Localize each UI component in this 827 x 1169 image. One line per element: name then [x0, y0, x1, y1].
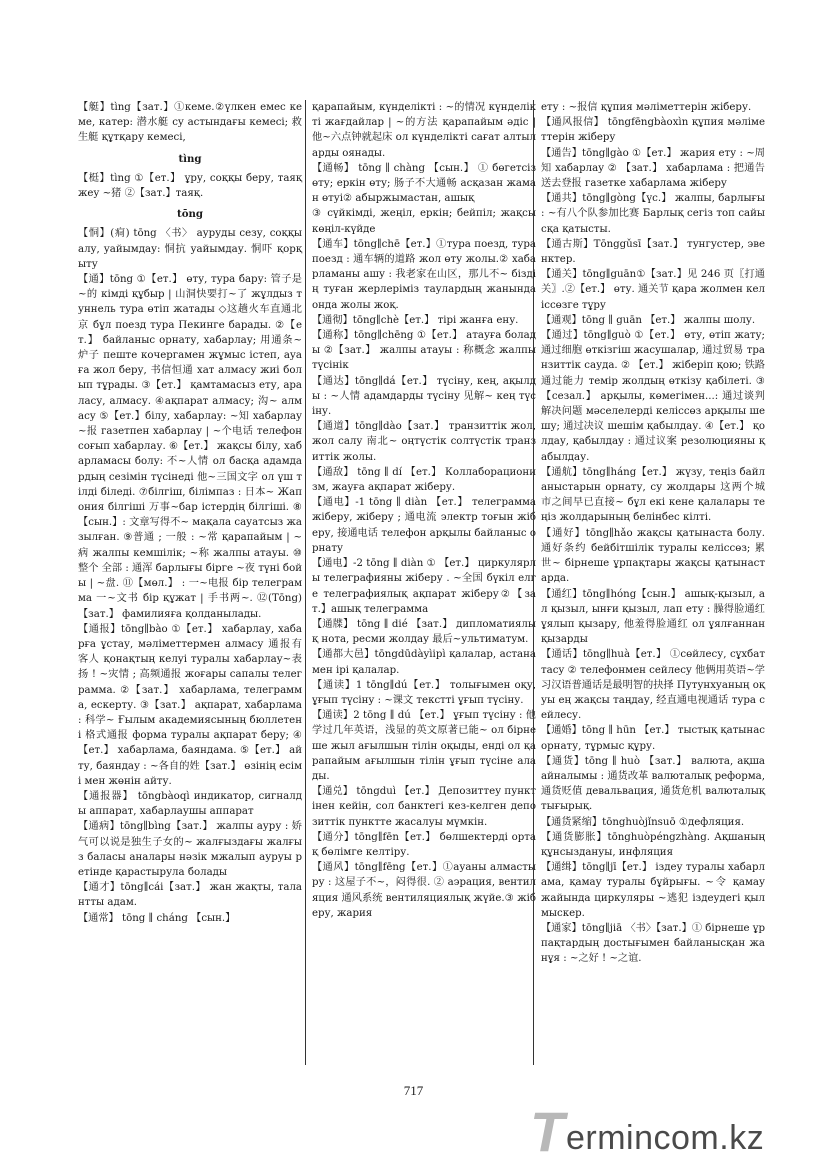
section-heading: tōng	[176, 208, 204, 221]
logo-text: ermincom.kz	[566, 1119, 765, 1157]
dictionary-entry: 【通彻】tōng∥chè【ет.】 тірі жанға ену.	[312, 314, 519, 326]
dictionary-entry: 【通报】tōng∥bào ①【ет.】 хабарлау, хабарға ұстау, мәліметтермен алмасу 通报有客人 қонақтың келуі туралы хабарлау~表扬 ! ~灾情 ; 高频通报 жоғары сапалы телеграмма. ②【зат.】 хабарлама, телеграмма, ескерту. ③【зат.】 ақпарат, хабарлама : 科学~ Ғылым академиясының бюллетені 格式通报 форма туралы ақпарат беру; ④【ет.】 хабарлама, баяндама. ⑤【ет.】 айту, баяндау : ~各自的姓【зат.】 өзінің есімі мен жөнін айту.	[78, 623, 302, 787]
dictionary-entry: 【通风】tōng∥fēng【ет.】①ауаны алмастыру : 这屋子不~，闷得很. ② аэрация, вентиляция 通风系统 вентиляциялық жүйе.③ жіберу, жария	[312, 862, 536, 919]
column-divider	[305, 100, 306, 1065]
dictionary-entry: 【通电】-2 tōng ∥ diàn ① 【ет.】 циркулярлы телеграфияны жіберу . ~全国 бүкіл елге телеграфиялық ақпарат жіберу②【зат.】ашық телеграмма	[312, 558, 536, 615]
dictionary-entry: 【梃】tìng ①【ет.】 ұру, соққы беру, таяқ жеу ~猪 ②【зат.】таяқ.	[78, 172, 302, 200]
dictionary-entry: 【通货】tōng ∥ huò 【зат.】 валюта, ақша айналымы : 通货改革 валюталық реформа, 通货贬值 девальвация, 通货危机 валюталық тығырық.	[541, 755, 765, 813]
dictionary-entry: 【通货膨胀】tōnghuòpéngzhàng. Ақшаның құнсыздануы, инфляция	[541, 831, 765, 858]
dictionary-entry: 【通常】 tōng ∥ cháng 【сын.】	[78, 912, 236, 924]
dictionary-entry: 【艇】tìng【зат.】①кеме.②үлкен емес кеме, катер: 潜水艇 су астындағы кемесі; 救生艇 құтқару кемесі,	[78, 102, 302, 144]
dictionary-entry: 【通道】tōng∥dào【зат.】 транзиттік жол, жол салу 南北~ оңтүстік солтүстік транзиттік жолы.	[312, 421, 536, 463]
dictionary-entry: 【通过】tōng∥guò ①【ет.】 өту, өтіп жату; 通过细胞 өткізгіш жасушалар, 通过贸易 транзиттік сауда. ② 【ет.】 жіберіп қою; 铁路通过能力 темір жолдың өткізу қабілеті. ③【сезал.】 арқылы, көмегімен...: 通过谈判解决问题 мәселелерді келіссөз арқылы шешу; 通过决议 шешім қабылдау. ④【ет.】 қолдау, қабылдау : 通过议案 резолюцияны қабылдау.	[541, 330, 765, 463]
dictionary-entry: ③ сүйкімді, жеңіл, еркін; бейпіл; жақсы көңіл-күйде	[312, 208, 536, 235]
dictionary-entry: 【通缉】tōng∥jī【ет.】 іздеу туралы хабарлама, қамау туралы бұйрығы. ~令 қамау жайында циркуляры ~逃犯 іздеудегі қылмыскер.	[541, 862, 765, 919]
dictionary-entry: 【通分】tōng∥fēn【ет.】 бөлшектерді ортақ бөлімге келтіру.	[312, 831, 536, 858]
dictionary-entry: 【通共】tōng∥gòng【үс.】 жалпы, барлығы : ~有八个队参加比赛 Барлық сегіз топ сайысқа қатысты.	[541, 193, 765, 235]
dictionary-entry: 【通兑】 tōngduì 【ет.】 Депозиттеу пунктінен кейін, сол банктегі кез-келген депозиттік пунктте жасалуы мүмкін.	[312, 786, 536, 828]
dictionary-entry: 【通读】1 tōng∥dú【ет.】 толығымен оқу, ұғып түсіну : ~课文 текстті ұғып түсіну.	[312, 679, 536, 706]
dictionary-entry: 【通航】tōng∥háng【ет.】 жүзу, теңіз байланыстарын орнату, су жолдары 这两个城市之间早已直接~ бұл екі кене қалалары теңіз жолдарының белінбес кілті.	[541, 466, 765, 524]
dictionary-entry: 【恫】(痌) tōng 〈书〉 ауруды сезу, соққы алу, уайымдау: 恫抗 уайымдау. 恫吓 қорқыту	[78, 228, 302, 270]
termincom-logo	[526, 1102, 816, 1162]
column-left	[78, 100, 302, 926]
page-number: 717	[403, 1083, 424, 1098]
section-heading: tìng	[178, 152, 202, 165]
dictionary-entry: 【通家】tōng∥jiā 〈书〉【зат.】① бірнеше ұрпақтардың достығымен байланысқан жанұя : ~之好 ! ~之谊.	[541, 922, 766, 965]
dictionary-entry: 【通话】tōng∥huà【ет.】 ①сөйлесу, сұхбаттасу ② телефонмен сейлесу 他俩用英语~学习汉语普通话是最明智的抉择 Путунхуаның оқуы ең жақсы таңдау, 经直通电视通话 тура сейлесу.	[541, 649, 765, 722]
dictionary-entry: 【通读】2 tōng ∥ dú 【ет.】 ұғып түсіну : 他学过几年英语，浅显的英文原著已能~ ол бірнеше жыл ағылшын тілін оқыды, енді ол қарапайым ағылшын тілін ұғып түсіне алады.	[312, 710, 536, 782]
dictionary-entry: 【通古斯】Tōnggǔsī【зат.】 тунгустер, эвенктер.	[541, 238, 765, 266]
column-divider	[533, 100, 534, 1065]
dictionary-entry: 【通电】-1 tōng ∥ diàn 【ет.】 телеграмма жіберу, жіберу ; 通电流 электр тоғын жіберу, 接通电话 телефон арқылы байланыс орнату	[312, 497, 536, 554]
dictionary-entry: ету : ~报信 құпия мәліметтерін жіберу.	[541, 102, 752, 113]
dictionary-entry: 【通好】tōng∥hǎo жақсы қатынаста болу. 通好条约 бейбітшілік туралы келіссөз; 累世~ бірнеше ұрпақтары жақсы қатынастарда.	[541, 527, 765, 585]
dictionary-entry: 【通关】tōng∥guān①【зат.】见 246 页〖打通关〗.②【ет.】 өту. 通关节 қара жолмен келіссөзге тұру	[541, 269, 765, 311]
dictionary-entry: 【通告】tōng∥gào ①【ет.】 жария ету : ~周知 хабарлау ② 【зат.】 хабарлама : 把通告送去登报 газетке хабарлама жіберу	[541, 147, 765, 190]
dictionary-entry: 【通婚】tōng ∥ hūn 【ет.】 тыстық қатынас орнату, тұрмыс құру.	[541, 725, 765, 752]
dictionary-entry: 【通病】tōng∥bìng【зат.】 жалпы ауру : 娇气可以说是独生子女的~ жалғыздағы жалғыз баласы аналары нәзік мжалып ауруы ретінде қарастырула болады	[78, 821, 302, 878]
column-right	[541, 100, 765, 967]
dictionary-entry: 【通红】tōng∥hóng【сын.】 ашық-қызыл, ал қызыл, ынғи қызыл, лап ету : 臊得脸通红 ұялып қызару, 他羞得脸通红 ол ұялғаннан қызарды	[541, 588, 765, 646]
dictionary-entry: 【通报器】 tōngbàoqì индикатор, сигналды аппарат, хабарлаушы аппарат	[78, 790, 302, 818]
dictionary-entry: 【通敌】 tōng ∥ dí 【ет.】 Коллаборационизм, жауға ақпарат жіберу.	[312, 466, 536, 494]
dictionary-entry: 【通才】tōng∥cái【зат.】 жан жақты, талантты адам.	[78, 882, 302, 909]
dictionary-entry: 【通观】tōng ∥ guān 【ет.】 жалпы шолу.	[541, 314, 756, 326]
column-middle	[312, 100, 536, 921]
dictionary-entry: қарапайым, күнделікті : ~的情况 күнделікті жағдайлар | ~的方法 қарапайым әдіс | 他~六点钟就起床 ол күнделікті сағат алтыларды оянады.	[312, 102, 536, 159]
dictionary-entry: 【通畅】 tōng ∥ chàng 【сын.】 ① бөгетсіз өту; еркін өту; 肠子不大通畅 асқазан жаман өтуі② абыржымастан, ашық	[312, 162, 536, 205]
dictionary-entry: 【通牒】 tōng ∥ dié 【зат.】 дипломатиялық нота, ресми жолдау 最后~ультиматум.	[312, 618, 536, 646]
dictionary-entry: 【通】tōng ①【ет.】 өту, тура бару: 管子是~的 кімді құбыр | 山洞快要打~了 жұлдыз туннель тура өтіп жатады ◇这趟火车直通北京 бұл поезд тура Пекинге барады. ②【ет.】 байланыс орнату, хабарлау; 用通条~炉子 пеште кочергамен жұмыс істеп, ауаға жол беру, 书信恒通 хат алмасу жиі болып тұрады. ③【ет.】 қамтамасыз ету, араласу, алмасу. ④ақпарат алмасу; 沟~ алмасу ⑤【ет.】білу, хабарлау: ~知 хабарлау ~报 газетпен хабарлау | ~个电话 телефон соғып хабарлау. ⑥【ет.】 жақсы білу, хабарламасы болу: 不~人情 ол басқа адамдардың сезімін түсінеді 他~三国文字 ол үш тілді біледі. ⑦білгіш, білімпаз : 日本~ Жапония білгіші 万事~бар істердің білгіші. ⑧【сын.】: 文章写得不~ мақала сауатсыз жазылған. ⑨普通 ; 一般 : ~常 қарапайым | ~病 жалпы кемшілік; ~称 жалпы атауы. ⑩整个 全部 : 通浑 барлығы бірге ~夜 түні бойы | ~盘. ⑪【мөл.】 : 一~电报 бір телеграмма 一~文书 бір құжат | 手书两~. ⑫(Tōng)【зат.】 фамилияға қолданылады.	[78, 274, 302, 620]
dictionary-entry: 【通达】tōng∥dá【ет.】 түсіну, кең, ақылды : ~人情 адамдарды түсіну 见解~ кең түсіну.	[312, 375, 536, 418]
dictionary-entry: 【通风报信】 tōngfēngbàoxìn құпия мәліметтерін жіберу	[541, 117, 765, 144]
dictionary-entry: 【通都大邑】tōngdūdàyìipì қалалар, астана мен ірі қалалар.	[312, 649, 536, 676]
logo-t-mark: T	[530, 1100, 565, 1163]
dictionary-entry: 【通称】tōng∥chēng ①【ет.】 атауға болады ②【зат.】 жалпы атауы : 称概念 жалпы түсінік	[312, 330, 536, 372]
dictionary-entry: 【通货紧缩】tōnghuòjǐnsuō ①дефляция.	[541, 816, 745, 828]
dictionary-entry: 【通车】tōng∥chē【ет.】①тура поезд, тура поезд : 通车辆的道路 жол өту жолы.② хабарламаны ашу : 我老家在山区，那儿不~ біздің туған жерлеріміз таулардың жанында онда жолы жоқ.	[312, 238, 536, 311]
